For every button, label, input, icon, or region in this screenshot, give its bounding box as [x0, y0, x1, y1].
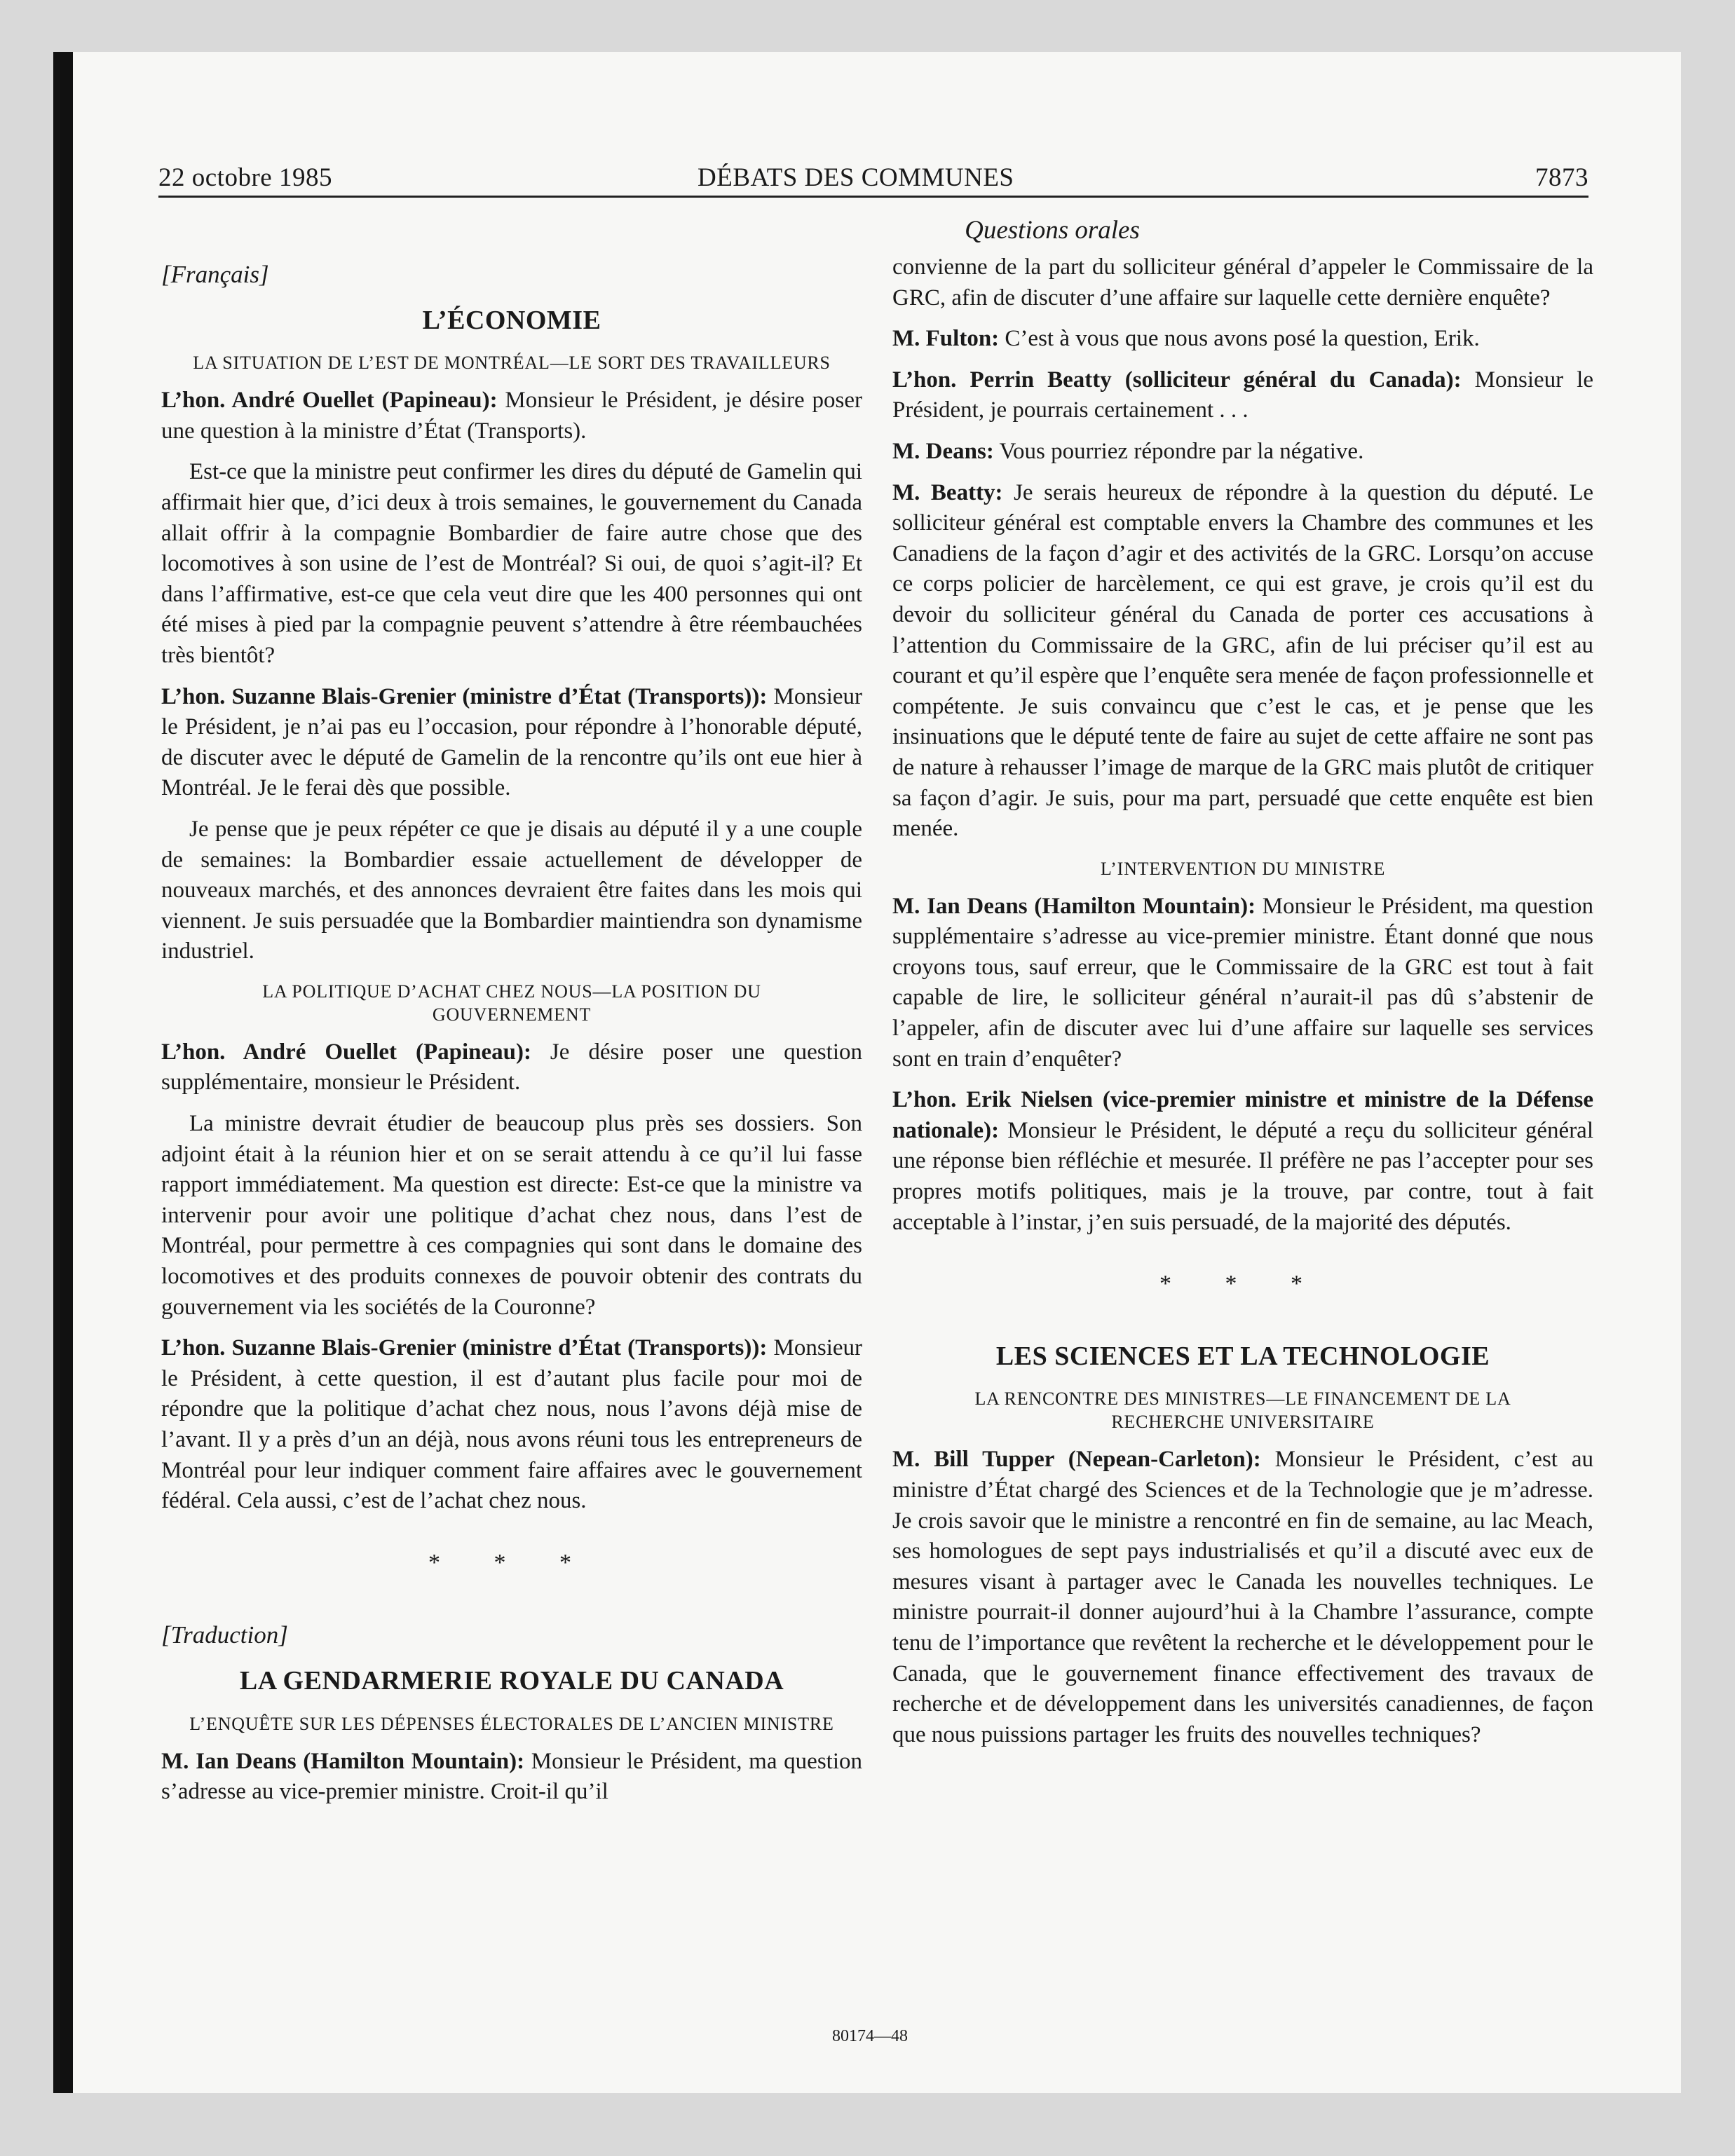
- speaker: M. Fulton:: [892, 326, 1000, 352]
- speaker: M. Deans:: [892, 438, 994, 464]
- subsection-heading: LA RENCONTRE DES MINISTRES—LE FINANCEMENT DE LA RECHERCHE UNIVERSITAIRE: [974, 1389, 1511, 1433]
- paragraph: M. Ian Deans (Hamilton Mountain): Monsieur le Président, ma question s’adresse au vice-premier ministre. Croit-il qu’il: [161, 1748, 862, 1805]
- subsection-heading: L’INTERVENTION DU MINISTRE: [1100, 858, 1386, 879]
- footer-code: 80174—48: [832, 2027, 908, 2045]
- section-heading: L’ÉCONOMIE: [422, 305, 601, 335]
- speaker: L’hon. Perrin Beatty (solliciteur général du Canada):: [892, 367, 1462, 393]
- speaker: M. Ian Deans (Hamilton Mountain):: [161, 1748, 525, 1774]
- left-column: [161, 252, 862, 1818]
- subsection-heading: LA SITUATION DE L’EST DE MONTRÉAL—LE SORT DES TRAVAILLEURS: [193, 353, 831, 374]
- header-title: DÉBATS DES COMMUNES: [698, 163, 1014, 192]
- paragraph: La ministre devrait étudier de beaucoup plus près ses dossiers. Son adjoint était à la réunion hier et on se serait attendu à ce qu’il lui fasse rapport immédiatement. Ma question est directe: Est-ce que la ministre va intervenir pour avoir une politique d’achat chez nous, dans l’est de Montréal, pour permettre à ces compagnies qui sont dans le domaine des locomotives et des produits connexes de pouvoir obtenir des contrats du gouvernement via les sociétés de la Couronne?: [161, 1111, 862, 1320]
- page-number: 7873: [1535, 163, 1588, 192]
- speaker: L’hon. André Ouellet (Papineau):: [161, 388, 498, 414]
- language-note: [Traduction]: [161, 1621, 288, 1649]
- speaker: M. Beatty:: [892, 479, 1003, 505]
- paragraph: L’hon. André Ouellet (Papineau): Monsieur le Président, je désire poser une question à la ministre d’État (Transports).: [161, 388, 862, 444]
- paragraph: Est-ce que la ministre peut confirmer les dires du député de Gamelin qui affirmait hier que, d’ici deux à trois semaines, le gouvernement du Canada allait offrir à la compagnie Bombardier de faire autre chose que des locomotives à son usine de l’est de Montréal? Si oui, de quoi s’agit-il? Et dans l’affirmative, est-ce que cela veut dire que les 400 personnes qui ont été mises à pied par la compagnie peuvent s’attendre à être réembauchées très bientôt?: [161, 459, 862, 668]
- section-running-head: Questions orales: [965, 216, 1140, 245]
- paragraph: L’hon. Perrin Beatty (solliciteur général du Canada): Monsieur le Président, je pourrais certainement . . .: [892, 367, 1593, 423]
- paragraph: M. Deans: Vous pourriez répondre par la négative.: [892, 438, 1364, 464]
- paragraph: convienne de la part du solliciteur général d’appeler le Commissaire de la GRC, afin de discuter d’une affaire sur laquelle cette dernière enquête?: [892, 254, 1593, 311]
- separator: * * *: [1159, 1271, 1326, 1297]
- paragraph: M. Ian Deans (Hamilton Mountain): Monsieur le Président, ma question supplémentaire s’adresse au vice-premier ministre. Étant donné que nous croyons tous, sauf erreur, que le Commissaire de la GRC est tout à fait capable de lire, le solliciteur général n’aurait-il pas dû s’abstenir de l’appeler, afin de discuter avec lui d’une affaire sur laquelle ses services sont en train d’enquêter?: [892, 893, 1593, 1072]
- speaker: M. Ian Deans (Hamilton Mountain):: [892, 893, 1256, 919]
- subsection-heading: L’ENQUÊTE SUR LES DÉPENSES ÉLECTORALES DE L’ANCIEN MINISTRE: [189, 1713, 834, 1734]
- paragraph: L’hon. Suzanne Blais-Grenier (ministre d’État (Transports)): Monsieur le Président, à cette question, il est d’autant plus facile pour moi de répondre que la politique d’achat chez nous, nous l’avons déjà mise de l’avant. Il y a près d’un an déjà, nous avons réuni tous les entrepreneurs de Montréal pour leur indiquer comment faire affaires avec le gouvernement fédéral. Cela aussi, c’est de l’achat chez nous.: [161, 1335, 863, 1514]
- binding-edge: [53, 52, 73, 2093]
- paragraph: L’hon. Erik Nielsen (vice-premier ministre et ministre de la Défense nationale): Monsieur le Président, le député a reçu du solliciteur général une réponse bien réfléchie et mesurée. Il préfère ne pas l’accepter pour ses propres motifs politiques, mais je la trouve, par contre, tout à fait acceptable à l’instar, j’en suis persuadé, de la majorité des députés.: [892, 1087, 1593, 1235]
- paragraph: L’hon. André Ouellet (Papineau): Je désire poser une question supplémentaire, monsieur le Président.: [161, 1039, 862, 1096]
- paragraph: M. Beatty: Je serais heureux de répondre à la question du député. Le solliciteur général est comptable envers la Chambre des communes et les Canadiens de la façon d’agir et des activités de la GRC. Lorsqu’on accuse ce corps policier de harcèlement, ce qui est grave, je crois qu’il est du devoir du solliciteur général du Canada de porter ces accusations à l’attention du Commissaire de la GRC, afin de lui préciser qu’il est au courant et qu’il espère que l’enquête sera menée de façon professionnelle et compétente. Je suis convaincu que c’est le cas, et je pense que les insinuations que le député tente de faire au sujet de cette affaire ne sont pas de nature à rehausser l’image de marque de la GRC mais plutôt de critiquer sa façon d’agir. Je suis, pour ma part, persuadé que cette enquête est bien menée.: [892, 479, 1594, 842]
- speaker: M. Bill Tupper (Nepean-Carleton):: [892, 1447, 1261, 1473]
- header-date: 22 octobre 1985: [158, 163, 332, 192]
- section-heading: LES SCIENCES ET LA TECHNOLOGIE: [995, 1341, 1490, 1371]
- language-note: [Français]: [161, 261, 269, 288]
- subsection-heading: LA POLITIQUE D’ACHAT CHEZ NOUS—LA POSITION DU GOUVERNEMENT: [262, 981, 761, 1025]
- header-rule: [158, 196, 1588, 198]
- speaker: L’hon. Suzanne Blais-Grenier (ministre d’État (Transports)):: [161, 1335, 768, 1361]
- speaker: L’hon. Suzanne Blais-Grenier (ministre d’État (Transports)):: [161, 683, 768, 709]
- section-heading: LA GENDARMERIE ROYALE DU CANADA: [239, 1665, 784, 1696]
- paragraph: L’hon. Suzanne Blais-Grenier (ministre d’État (Transports)): Monsieur le Président, je n’ai pas eu l’occasion, pour répondre à l’honorable député, de discuter avec le député de Gamelin de la rencontre qu’ils ont eue hier à Montréal. Je le ferai dès que possible.: [161, 683, 863, 801]
- paragraph: M. Bill Tupper (Nepean-Carleton): Monsieur le Président, c’est au ministre d’État chargé des Sciences et de la Technologie que je m’adresse. Je crois savoir que le ministre a rencontré en fin de semaine, au lac Meach, ses homologues de sept pays industrialisés et qu’il a discuté avec eux de mesures visant à partager avec le Canada les nouvelles techniques. Le ministre pourrait-il donner aujourd’hui à la Chambre l’assurance, compte tenu de l’importance que revêtent la recherche et le développement pour le Canada, que le gouvernement finance effectivement des travaux de recherche et de développement dans les universités canadiennes, de façon que nous puissions partager les fruits des nouvelles techniques?: [892, 1447, 1594, 1747]
- right-column: [892, 252, 1593, 1761]
- speaker: L’hon. Erik Nielsen (vice-premier ministre et ministre de la Défense nationale):: [892, 1087, 1593, 1143]
- paragraph: Je pense que je peux répéter ce que je disais au député il y a une couple de semaines: la Bombardier essaie actuellement de développer de nouveaux marchés, et des annonces devraient être faites dans les mois qui viennent. Je suis persuadée que la Bombardier maintiendra son dynamisme industriel.: [161, 816, 862, 964]
- paragraph: M. Fulton: C’est à vous que nous avons posé la question, Erik.: [892, 326, 1480, 352]
- separator: * * *: [428, 1549, 595, 1576]
- speaker: L’hon. André Ouellet (Papineau):: [161, 1039, 531, 1065]
